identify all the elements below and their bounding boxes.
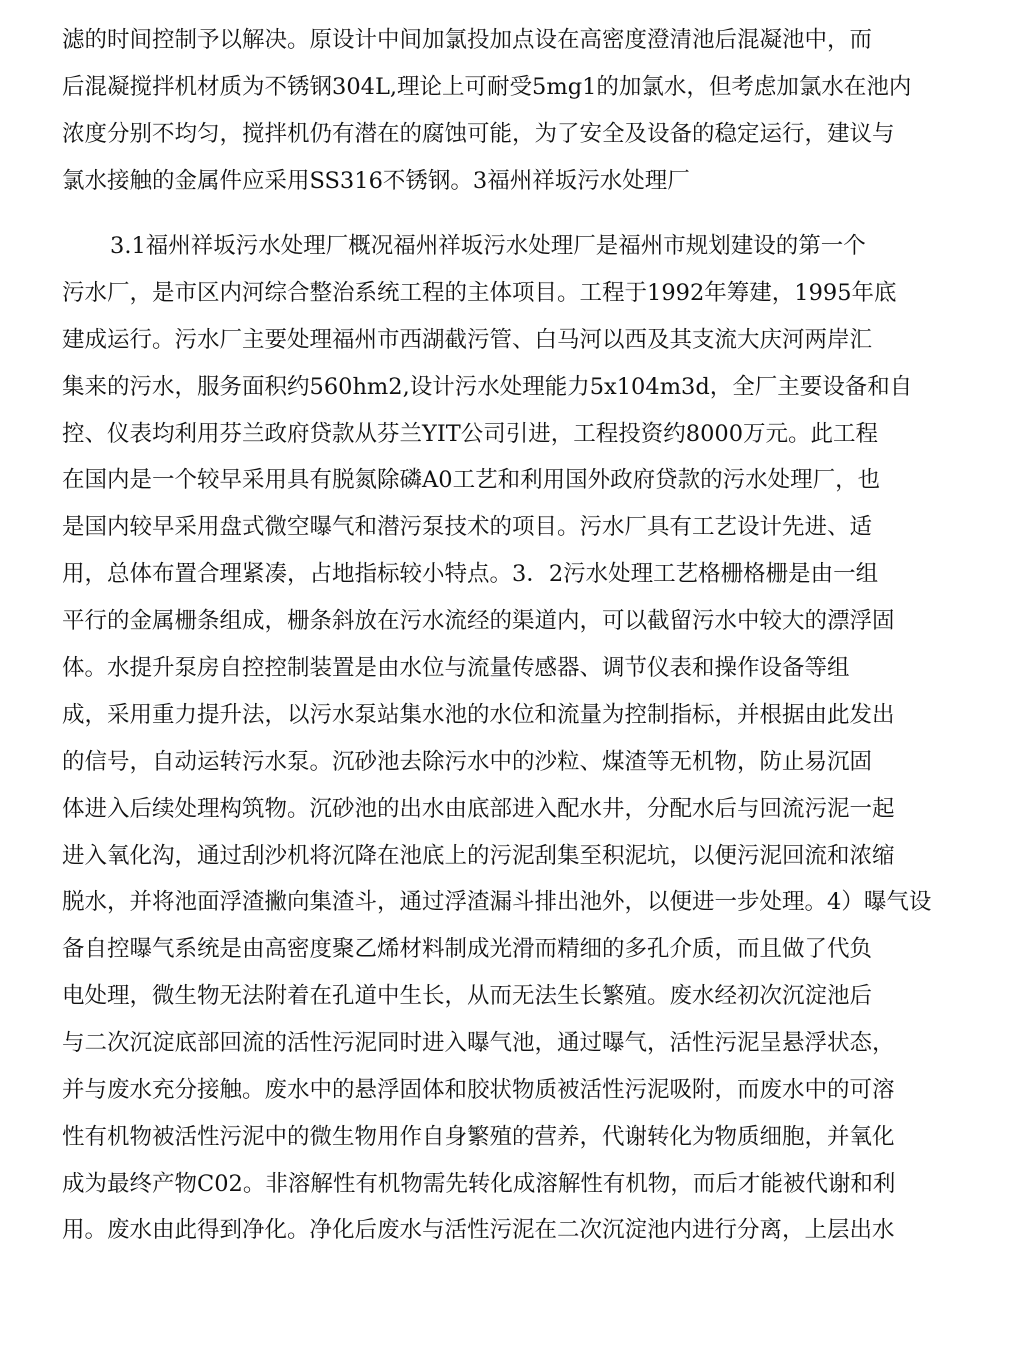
text-line: 体。水提升泵房自控控制装置是由水位与流量传感器、调节仪表和操作设备等组	[62, 655, 850, 681]
text-line: 控、仪表均利用芬兰政府贷款从芬兰YIT公司引进，工程投资约8000万元。此工程	[62, 421, 879, 447]
text-line: 电处理，微生物无法附着在孔道中生长，从而无法生长繁殖。废水经初次沉淀池后	[62, 983, 873, 1009]
text-line: 成，采用重力提升法，以污水泵站集水池的水位和流量为控制指标，并根据由此发出	[62, 702, 895, 728]
text-line: 集来的污水，服务面积约560hm2,设计污水处理能力5x104m3d，全厂主要设备和自	[62, 374, 913, 400]
text-line: 备自控曝气系统是由高密度聚乙烯材料制成光滑而精细的多孔介质，而且做了代负	[62, 936, 873, 962]
text-line: 用，总体布置合理紧凑，占地指标较小特点。3．2污水处理工艺格栅格栅是由一组	[62, 561, 879, 587]
text-line: 在国内是一个较早采用具有脱氮除磷A0工艺和利用国外政府贷款的污水处理厂，也	[62, 467, 881, 493]
text-line: 浓度分别不均匀，搅拌机仍有潜在的腐蚀可能，为了安全及设备的稳定运行，建议与	[62, 121, 895, 147]
text-line: 平行的金属栅条组成，栅条斜放在污水流经的渠道内，可以截留污水中较大的漂浮固	[62, 608, 895, 634]
text-line: 并与废水充分接触。废水中的悬浮固体和胶状物质被活性污泥吸附，而废水中的可溶	[62, 1077, 895, 1103]
text-line: 用。废水由此得到净化。净化后废水与活性污泥在二次沉淀池内进行分离，上层出水	[62, 1217, 895, 1243]
text-line: 滤的时间控制予以解决。原设计中间加氯投加点设在高密度澄清池后混凝池中，而	[62, 27, 873, 53]
text-line: 污水厂，是市区内河综合整治系统工程的主体项目。工程于1992年筹建，1995年底	[62, 280, 897, 306]
text-line: 与二次沉淀底部回流的活性污泥同时进入曝气池，通过曝气，活性污泥呈悬浮状态，	[62, 1030, 895, 1056]
text-line: 脱水，并将池面浮渣撇向集渣斗，通过浮渣漏斗排出池外，以便进一步处理。4）曝气设	[62, 889, 932, 915]
text-line: 后混凝搅拌机材质为不锈钢304L,理论上可耐受5mg1的加氯水，但考虑加氯水在池内	[62, 74, 912, 100]
text-line: 建成运行。污水厂主要处理福州市西湖截污管、白马河以西及其支流大庆河两岸汇	[62, 327, 873, 353]
text-line: 是国内较早采用盘式微空曝气和潜污泵技术的项目。污水厂具有工艺设计先进、适	[62, 514, 873, 540]
text-line: 氯水接触的金属件应采用SS316不锈钢。3福州祥坂污水处理厂	[62, 168, 690, 194]
text-line: 体进入后续处理构筑物。沉砂池的出水由底部进入配水井，分配水后与回流污泥一起	[62, 796, 895, 822]
text-line: 的信号，自动运转污水泵。沉砂池去除污水中的沙粒、煤渣等无机物，防止易沉固	[62, 749, 873, 775]
text-line: 性有机物被活性污泥中的微生物用作自身繁殖的营养，代谢转化为物质细胞，并氧化	[62, 1124, 895, 1150]
text-line: 进入氧化沟，通过刮沙机将沉降在池底上的污泥刮集至积泥坑，以便污泥回流和浓缩	[62, 843, 895, 869]
text-line: 成为最终产物C02。非溶解性有机物需先转化成溶解性有机物，而后才能被代谢和利	[62, 1171, 896, 1197]
text-line: 3.1福州祥坂污水处理厂概况福州祥坂污水处理厂是福州市规划建设的第一个	[110, 233, 866, 259]
